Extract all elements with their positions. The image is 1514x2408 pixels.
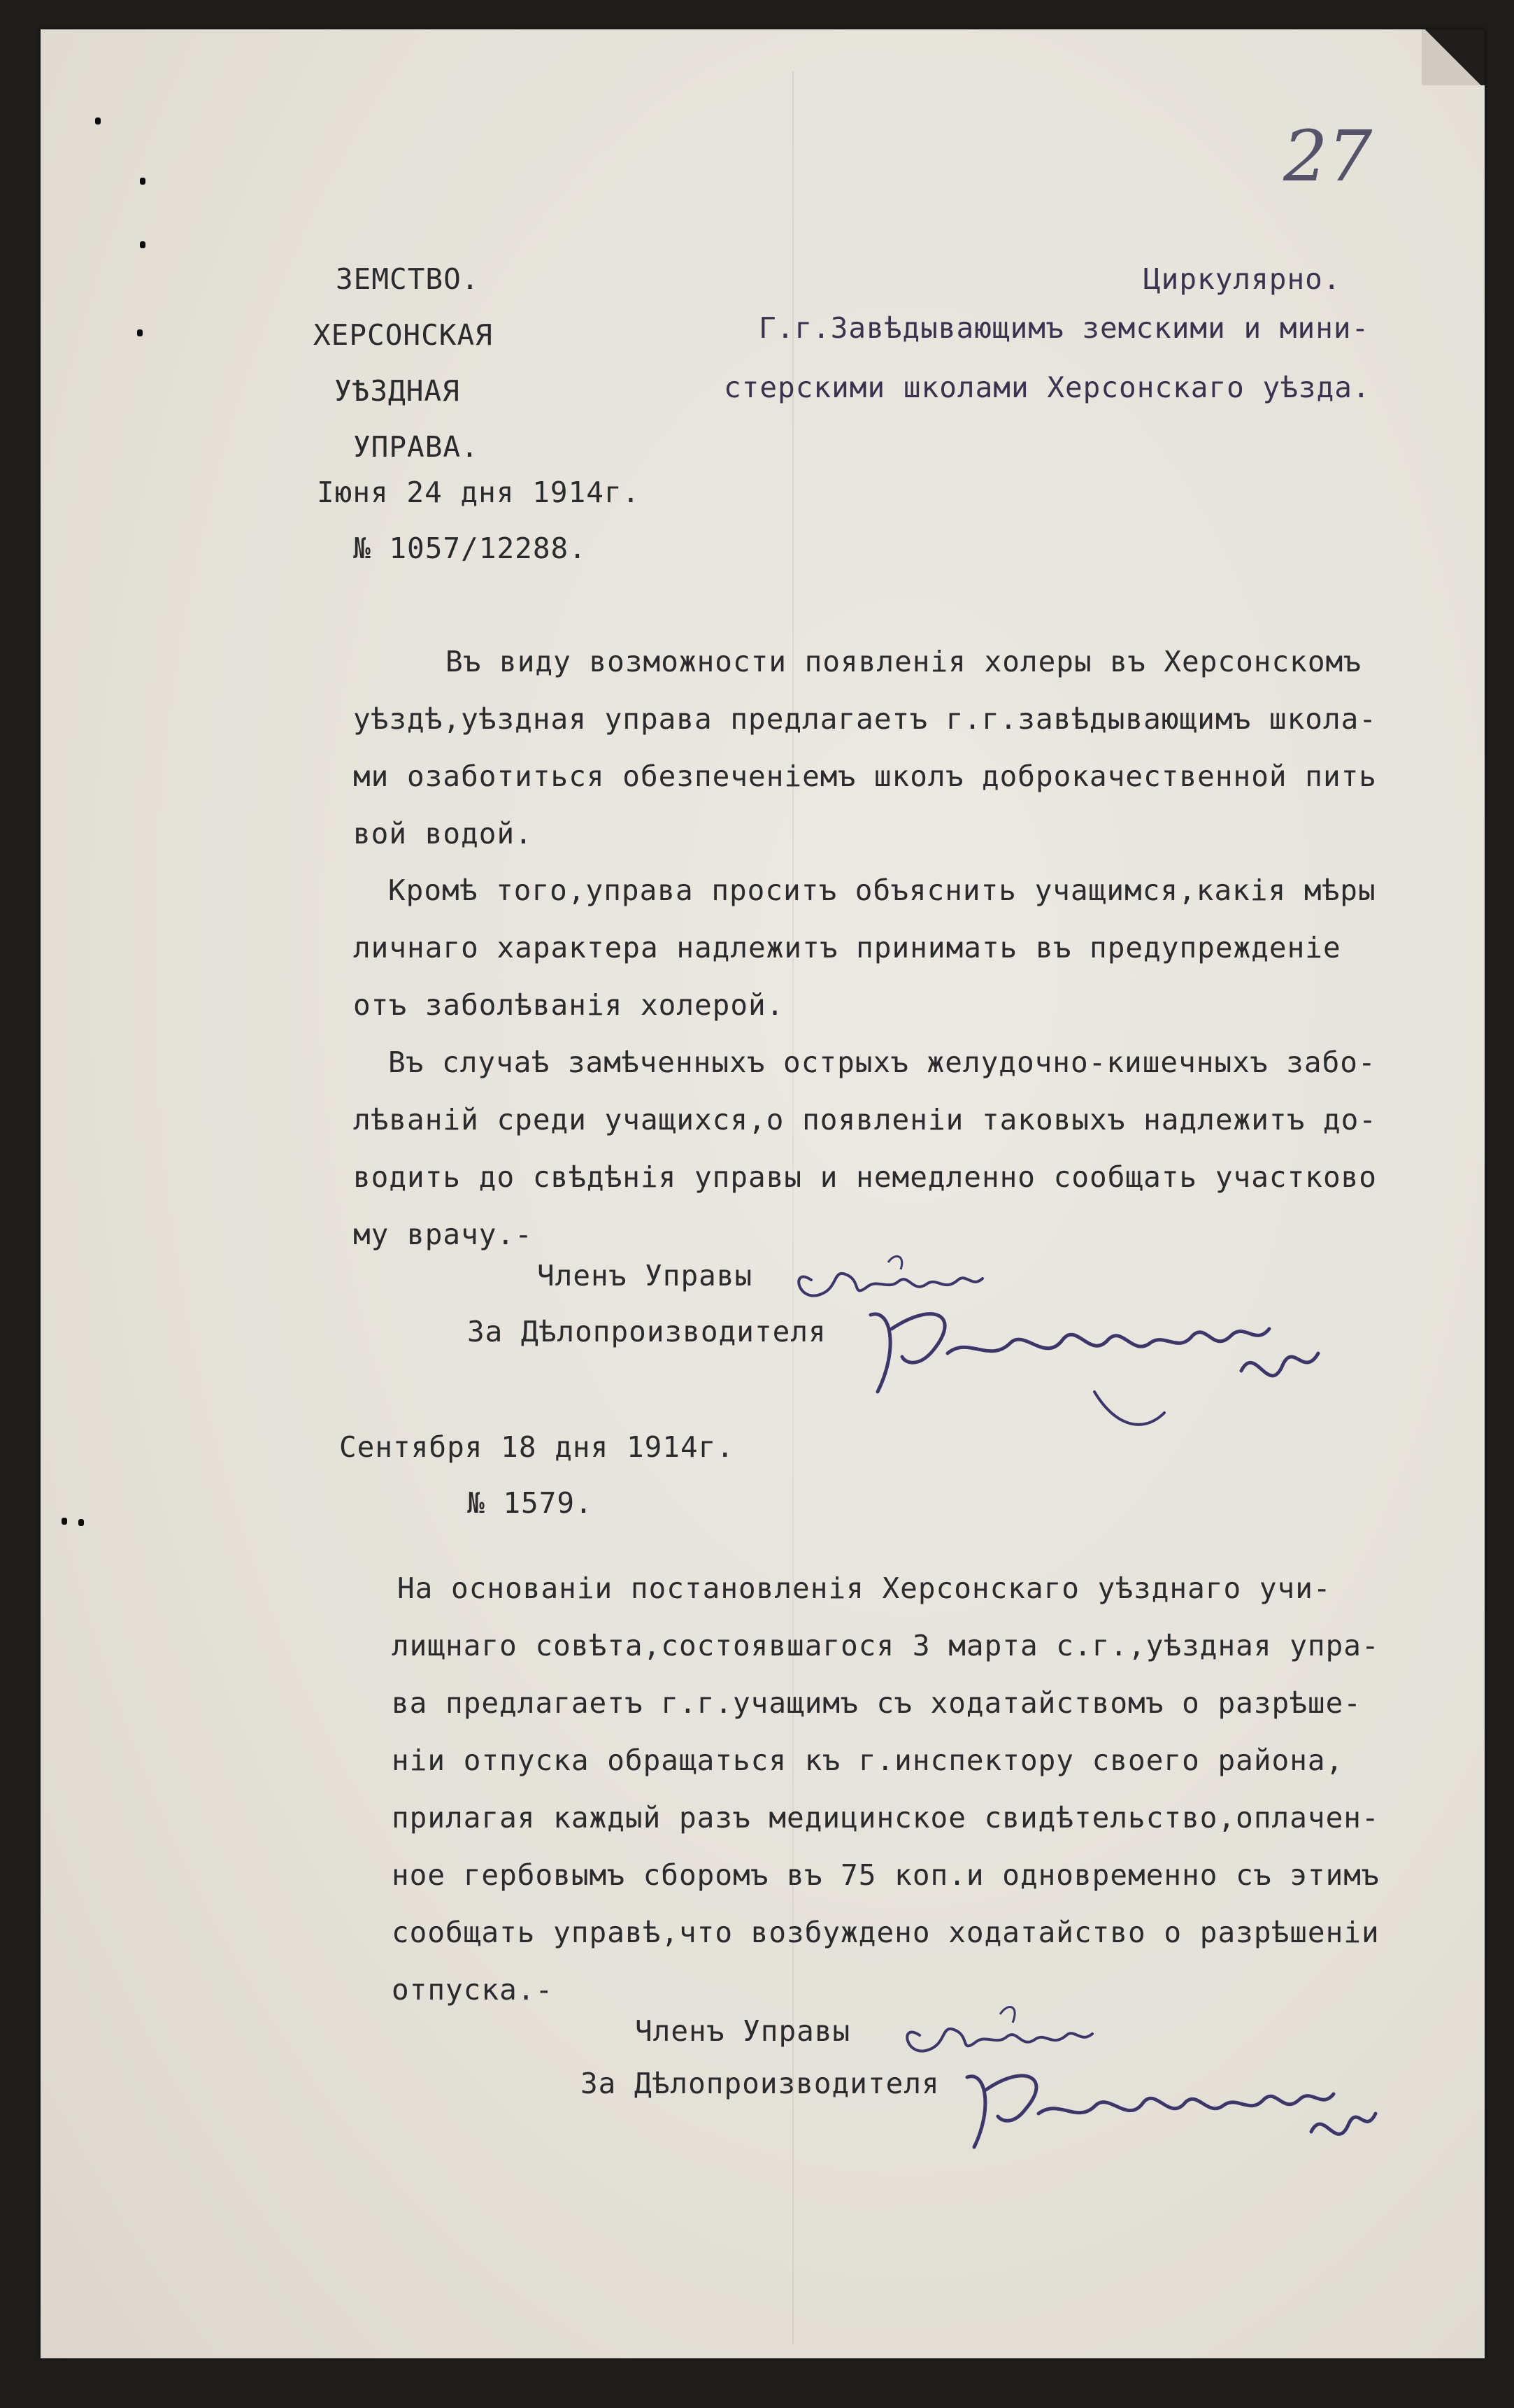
- member-label: Членъ Управы: [537, 1259, 753, 1292]
- text-line: Въ виду возможности появленiя холеры въ Херсонскомъ: [445, 645, 1362, 678]
- binding-mark: [137, 329, 143, 336]
- outgoing-number: № 1057/12288.: [353, 532, 587, 565]
- text-line: ва предлагаетъ г.г.учащимъ съ ходатайствомъ о разрѣше-: [392, 1686, 1362, 1720]
- addressee-line: Г.г.Завѣдывающимъ земскими и мини-: [759, 311, 1370, 345]
- clerk-label: За Дѣлопроизводителя: [467, 1315, 827, 1348]
- binding-mark: [62, 1518, 67, 1525]
- date-line: Iюня 24 дня 1914г.: [317, 476, 641, 509]
- binding-mark: [140, 178, 145, 185]
- clerk-label: За Дѣлопроизводителя: [580, 2067, 940, 2100]
- text-line: Въ случаѣ замѣченныхъ острыхъ желудочно-кишечныхъ забо-: [388, 1046, 1376, 1079]
- text-line: лѣванiй среди учащихся,о появленiи таковыхъ надлежитъ до-: [353, 1103, 1377, 1137]
- text-line: вой водой.: [353, 817, 533, 850]
- clerk-signature: [850, 1287, 1353, 1448]
- text-line: лищнаго совѣта,состоявшагося 3 марта с.г.,уѣздная упра-: [392, 1629, 1380, 1662]
- outgoing-number: № 1579.: [467, 1486, 593, 1520]
- text-line: прилагая каждый разъ медицинское свидѣтельство,оплачен-: [392, 1801, 1380, 1835]
- binding-mark: [78, 1519, 84, 1526]
- zemstvo-label: ЗЕМСТВО.: [336, 262, 480, 296]
- text-line: нiи отпуска обращаться къ г.инспектору своего района,: [392, 1744, 1344, 1777]
- uezd-label: УѢЗДНАЯ: [334, 374, 460, 408]
- addressee-line: стерскими школами Херсонскаго уѣзда.: [724, 371, 1371, 404]
- text-line: му врачу.-: [353, 1218, 533, 1251]
- circular-label: Циркулярно.: [1143, 262, 1341, 296]
- date-line: Сентября 18 дня 1914г.: [339, 1430, 735, 1464]
- kherson-label: ХЕРСОНСКАЯ: [313, 318, 493, 352]
- circular1-paragraph: [353, 633, 1377, 862]
- text-line: уѣздѣ,уѣздная управа предлагаетъ г.г.завѣдывающимъ школа-: [353, 702, 1377, 736]
- text-line: водить до свѣдѣнiя управы и немедленно сообщать участково: [353, 1160, 1377, 1194]
- uprava-label: УПРАВА.: [353, 430, 479, 464]
- page-number: 27: [1283, 115, 1373, 197]
- text-line: Кромѣ того,управа проситъ объяснить учащимся,какiя мѣры: [388, 874, 1376, 907]
- text-line: сообщать управѣ,что возбуждено ходатайство о разрѣшенiи: [392, 1916, 1380, 1949]
- binding-mark: [95, 117, 101, 124]
- member-label: Членъ Управы: [635, 2014, 851, 2048]
- text-line: ное гербовымъ сборомъ въ 75 коп.и одновременно съ этимъ: [392, 1858, 1380, 1892]
- text-line: отъ заболѣванiя холерой.: [353, 988, 785, 1022]
- text-line: отпуска.-: [392, 1973, 554, 2007]
- text-line: ми озаботиться обезпеченiемъ школъ доброкачественной пить: [353, 760, 1377, 793]
- text-line: личнаго характера надлежитъ принимать въ предупрежденiе: [353, 931, 1341, 964]
- binding-mark: [140, 241, 145, 248]
- text-line: На основанiи постановленiя Херсонскаго уѣзднаго учи-: [397, 1572, 1331, 1605]
- torn-corner: [1422, 29, 1485, 85]
- circular1-paragraph: [353, 862, 1376, 1034]
- clerk-signature: [948, 2049, 1381, 2189]
- circular2-paragraph: [392, 1560, 1380, 2018]
- circular1-paragraph: [353, 1034, 1377, 1263]
